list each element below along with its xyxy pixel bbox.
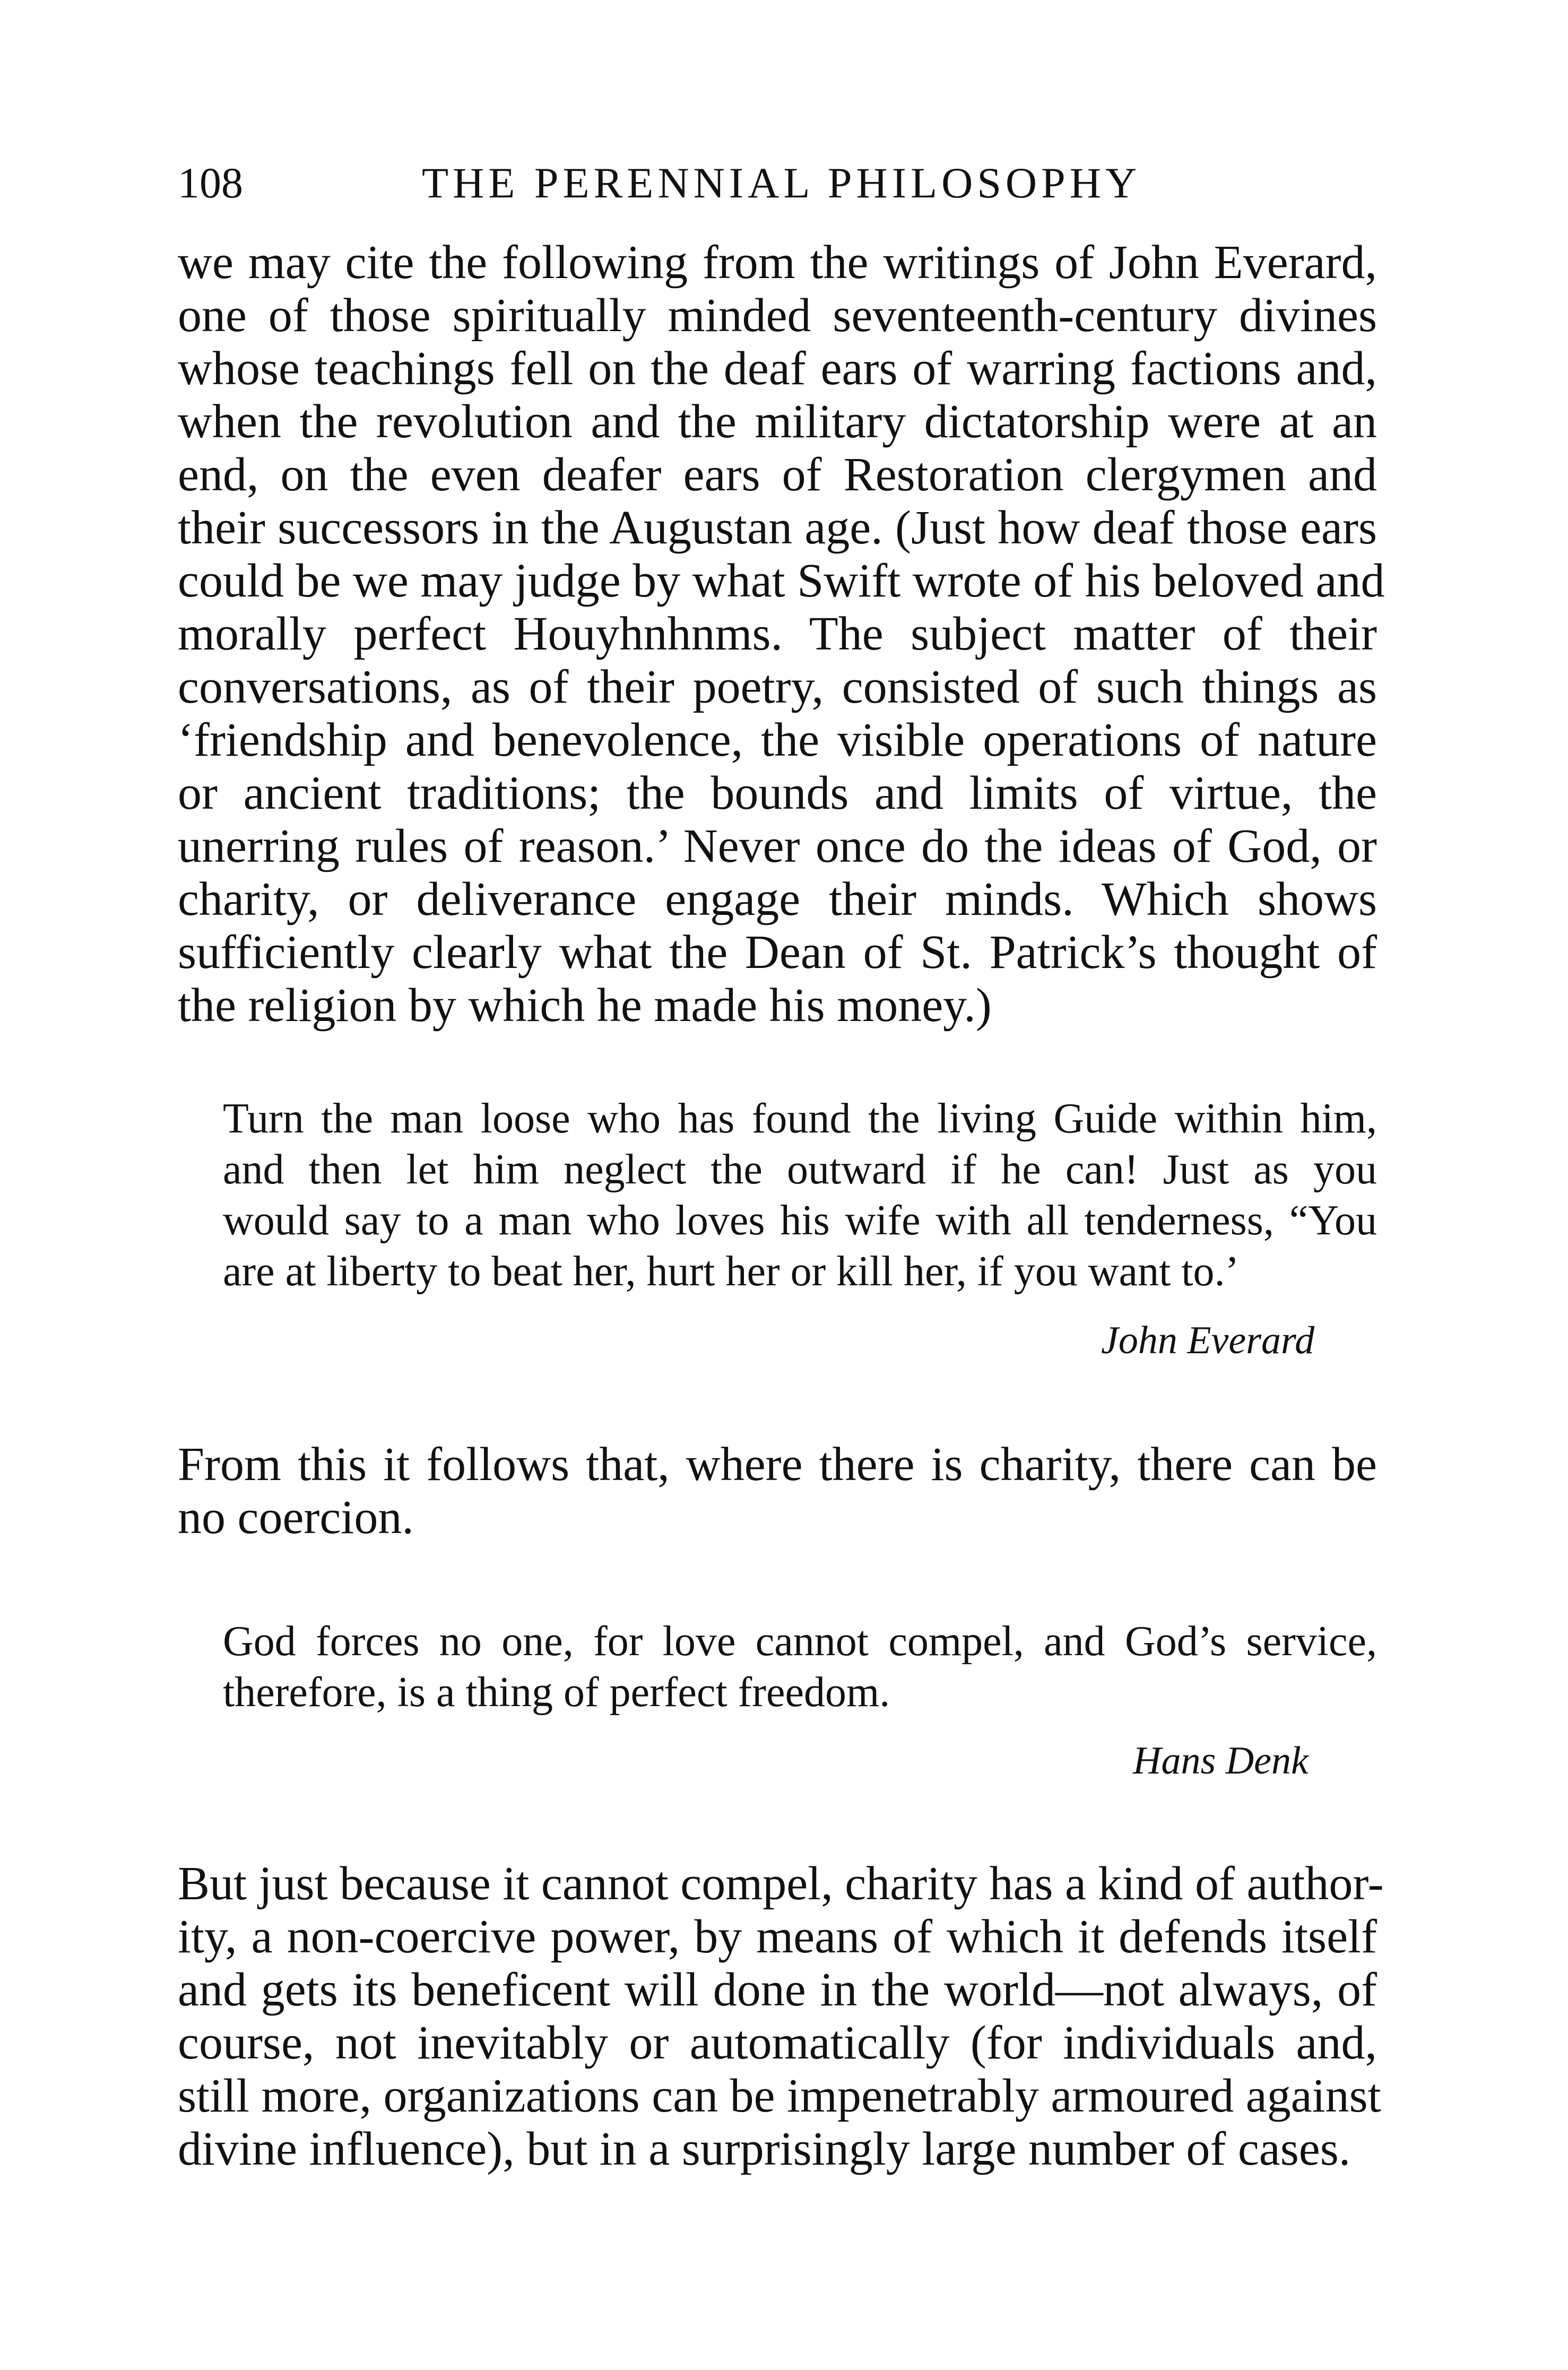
text-line: no coercion. xyxy=(178,1491,414,1544)
text-line: ity, a non-coercive power, by means of which it defends itself xyxy=(178,1910,1377,1963)
text-line: divine influence), but in a surprisingly large number of cases. xyxy=(178,2123,1351,2175)
quote-attribution: John Everard xyxy=(1101,1319,1315,1362)
quote-line: and then let him neglect the outward if he can! Just as you xyxy=(223,1146,1377,1193)
text-line: when the revolution and the military dictatorship were at an xyxy=(178,395,1377,448)
text-line: ‘friendship and benevolence, the visible operations of nature xyxy=(178,714,1377,766)
text-line: still more, organizations can be impenetrably armoured against xyxy=(178,2070,1381,2122)
text-line: conversations, as of their poetry, consisted of such things as xyxy=(178,661,1377,713)
page-number: 108 xyxy=(178,159,243,207)
text-line: charity, or deliverance engage their minds. Which shows xyxy=(178,873,1377,925)
text-line: sufficiently clearly what the Dean of St. Patrick’s thought of xyxy=(178,926,1377,979)
page-header xyxy=(178,154,1377,212)
text-line: morally perfect Houyhnhnms. The subject matter of their xyxy=(178,608,1377,660)
text-line: one of those spiritually minded seventeenth-century divines xyxy=(178,289,1377,342)
text-line: or ancient traditions; the bounds and limits of virtue, the xyxy=(178,767,1377,819)
text-line: But just because it cannot compel, charity has a kind of author- xyxy=(178,1857,1384,1910)
text-line: course, not inevitably or automatically (for individuals and, xyxy=(178,2017,1377,2069)
text-line: could be we may judge by what Swift wrote of his beloved and xyxy=(178,555,1385,607)
text-line: and gets its beneficent will done in the world—not always, of xyxy=(178,1964,1377,2016)
quote-line: are at liberty to beat her, hurt her or kill her, if you want to.’ xyxy=(223,1248,1240,1295)
text-line: we may cite the following from the writings of John Everard, xyxy=(178,236,1377,289)
text-line: whose teachings fell on the deaf ears of warring factions and, xyxy=(178,342,1377,395)
text-line: their successors in the Augustan age. (Just how deaf those ears xyxy=(178,501,1377,554)
quote-line: would say to a man who loves his wife with all tenderness, “You xyxy=(223,1197,1377,1244)
text-line: unerring rules of reason.’ Never once do the ideas of God, or xyxy=(178,820,1377,872)
text-line: the religion by which he made his money.) xyxy=(178,979,992,1032)
quote-line: God forces no one, for love cannot compel, and God’s service, xyxy=(223,1618,1377,1665)
quote-line: therefore, is a thing of perfect freedom. xyxy=(223,1669,890,1716)
quote-line: Turn the man loose who has found the living Guide within him, xyxy=(223,1095,1377,1142)
running-head: THE PERENNIAL PHILOSOPHY xyxy=(422,159,1141,207)
text-line: From this it follows that, where there is charity, there can be xyxy=(178,1438,1377,1491)
quote-attribution: Hans Denk xyxy=(1133,1739,1309,1783)
text-line: end, on the even deafer ears of Restoration clergymen and xyxy=(178,448,1377,501)
